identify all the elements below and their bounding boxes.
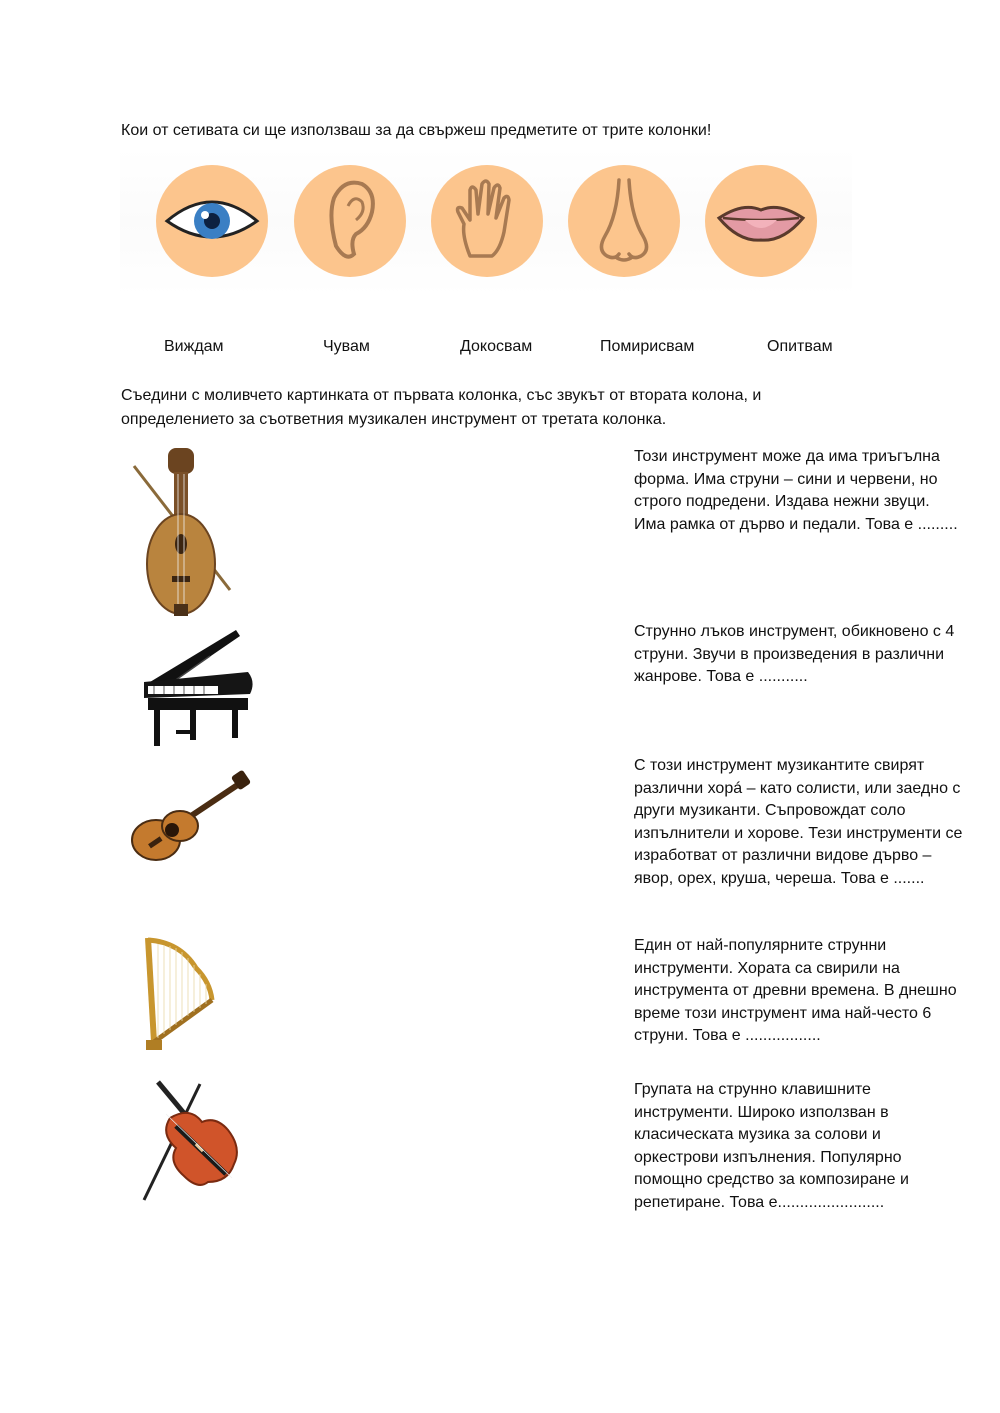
instrument-gadulka[interactable] [128,444,238,620]
sense-label-hear: Чувам [323,338,370,355]
sense-circle-hand [431,165,543,277]
instrument-guitar[interactable] [130,770,252,866]
gadulka-icon [128,444,238,620]
question-1: Кои от сетивата си ще използваш за да свържеш предметите от трите колонки! [121,122,712,139]
instrument-harp[interactable] [140,934,220,1056]
description-5: Групата на струнно клавишните инструменти. Широко използван в класическата музика за солови и оркестрови изпълнения. Популярно помощно средство за композиране и репетиране. Това е........................ [634,1081,909,1211]
description-2: Струнно лъков инструмент, обикновено с 4 струни. Звучи в произведения в различни жанрове. Това е ........... [634,623,955,686]
sense-circle-nose [568,165,680,277]
mouth-icon [713,196,809,246]
description-4: Един от най-популярните струнни инструменти. Хората са свирили на инструмента от древни времена. В днешно време този инструмент има най-често 6 струни. Това е ................. [634,937,957,1045]
sense-circle-eye [156,165,268,277]
hand-icon [452,176,522,266]
guitar-icon [130,770,252,866]
violin-icon [130,1078,258,1206]
description-1: Този инструмент може да има триъгълна форма. Има струни – сини и червени, но строго подредени. Издава нежни звуци. Има рамка от дърво и педали. Това е ......... [634,448,958,533]
ear-icon [320,176,380,266]
sense-label-touch: Докосвам [460,338,533,355]
sense-circle-mouth [705,165,817,277]
sense-label-smell: Помирисвам [600,338,695,355]
sense-label-see: Виждам [164,338,224,355]
instrument-violin[interactable] [130,1078,258,1206]
instrument-piano[interactable] [140,626,258,750]
nose-icon [589,176,659,266]
piano-icon [140,626,258,750]
harp-icon [140,934,220,1056]
eye-icon [162,191,262,251]
sense-circle-ear [294,165,406,277]
description-3: С този инструмент музикантите свирят различни хорá – като солисти, или заедно с други музиканти. Съпровождат соло изпълнители и хорове. Тези инструменти се изработват от различни видове дърво – явор, орех, круша, череша. Това е ....... [634,757,963,887]
question-2: Съедини с моливчето картинката от първата колонка, със звукът от втората колона, и определението за съответния музикален инструмент от третата колонка. [121,387,762,428]
sense-label-taste: Опитвам [767,338,833,355]
